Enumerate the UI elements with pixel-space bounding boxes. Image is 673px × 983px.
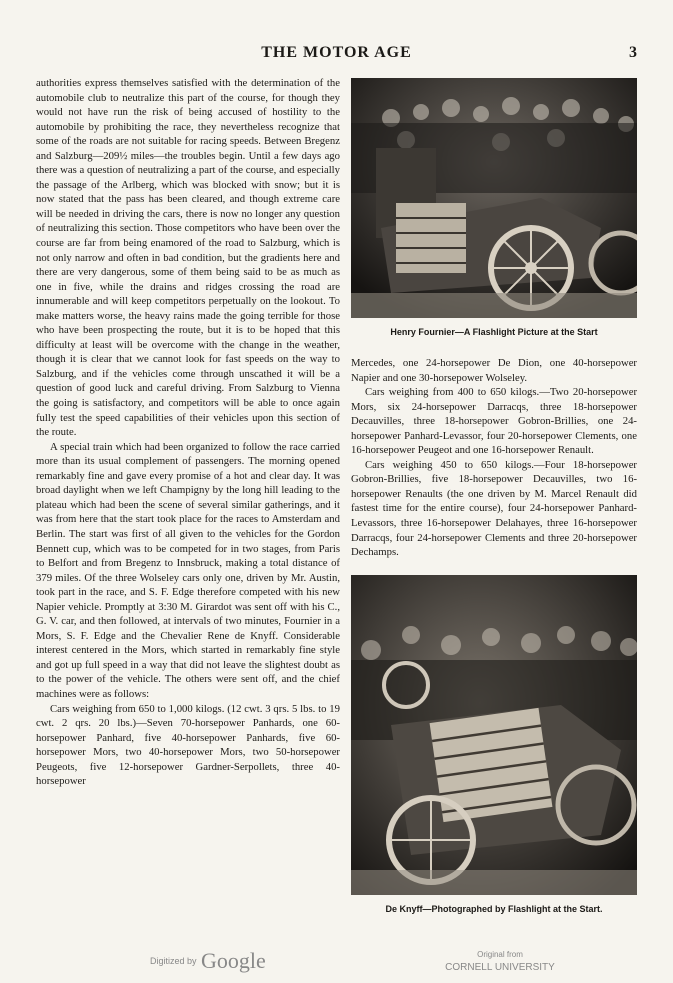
page-header — [0, 44, 673, 68]
photo-de-knyff — [351, 575, 637, 895]
paragraph: Cars weighing from 400 to 650 kilogs.—Two 20-horsepower Mors, six 24-horsepower Darracqs, three 18-horsepower Decauvilles, three 18-horsepower Gobron-Brillies, one 24-horsepower Panhard-Levassor, four 20-horsepower Clements, one 16-horsepower Peugeot and one 16-horsepower Renault. — [351, 386, 637, 457]
photo-fournier-caption: Henry Fournier—A Flashlight Picture at the Start — [390, 327, 598, 337]
google-logo: Google — [200, 948, 266, 973]
paragraph: authorities express themselves satisfied with the determination of the automobile club to neutralize this part of the course, for though they would not have run the risk of being accused of hostility to the automobile by prohibiting the race, they nevertheless recognize that some of the roads are not suitable for racing speeds. Between Bregenz and Salzburg—209½ miles—the troubles begin. Until a few days ago there was a question of neutralizing a part of the course, and especially the passage of the Arlberg, which was blocked with snow; but it is now stated that the pass has been cleared, and though extreme care will be needed in driving the cars, there is now no longer any question of neutralizing this section. Those competitors who have been over the course are far from being enamored of the road to Salzburg, which is not only narrow and often in bad condition, but the gradients here and there are very dangerous, some of them being said to be as much as one in five, while the drains and ridges crossing the road are innumerable and will keep competitors perpetually on the lookout. To make matters worse, the heavy rains made the going terrible for those who have been prospecting the route, but it is to be hoped that this difficulty at least will be overcome with the change in the weather, though it is clear that we cannot look for fast speeds on the way to Salzburg, and if the vehicles come through unscathed it will be a question of good luck and careful driving. From Salzburg to Vienna the going is satisfactory, and competitors will be able to once again fully test the speed capabilities of their vehicles upon this section of the route. — [36, 77, 340, 439]
google-watermark — [150, 948, 266, 974]
paragraph: Cars weighing 450 to 650 kilogs.—Four 18-horsepower Gobron-Brillies, five 18-horsepower Decauvilles, two 16-horsepower Renaults (the one driven by M. Marcel Renault did fastest time for the entire course), four 24-horsepower Panhard-Levassors, three 16-horsepower Delahayes, three 16-horsepower Darracqs, four 24-horsepower Clements and three 20-horsepower Dechamps. — [351, 458, 637, 559]
university-label: CORNELL UNIVERSITY — [445, 962, 555, 973]
cornell-watermark — [430, 948, 570, 974]
paragraph: A special train which had been organized to follow the race carried more than its usual complement of passengers. The morning opened remarkably fine and gave every promise of a hot and clear day. It was broad daylight when we left Champigny by the long hill leading to the plateau which had been the scene of several similar gatherings, and it was from here that the start took place for the races to Amsterdam and Berlin. The start was first of all given to the vehicles for the Gordon Bennett cup, which was to be competed for in two stages, from Paris to Belfort and from Bregenz to Innsbruck, making a total distance of 379 miles. Of the three Wolseley cars only one, driven by Mr. Austin, took part in the race, and S. F. Edge therefore competed with his new Napier vehicle. Promptly at 3:30 M. Girardot was sent off with his C., G. V. car, and then followed, at intervals of two minutes, Fournier in a Mors, S. F. Edge and the Chevalier Rene de Knyff. Considerable interest centered in the Mors, which started in remarkably fine style and got up full speed in a way that did not leave the slightest doubt as to the power of the vehicle. The others were sent off, and the chief machines were as follows: — [36, 440, 340, 700]
left-column-text — [36, 76, 340, 789]
photo-fournier — [351, 78, 637, 318]
photo-de-knyff-image — [351, 575, 637, 895]
paragraph: Mercedes, one 24-horsepower De Dion, one 40-horsepower Napier and one 30-horsepower Wolseley. — [351, 357, 637, 384]
photo-de-knyff-caption: De Knyff—Photographed by Flashlight at the Start. — [385, 904, 603, 914]
paragraph: Cars weighing from 650 to 1,000 kilogs. (12 cwt. 3 qrs. 5 lbs. to 19 cwt. 2 qrs. 20 lbs.)—Seven 70-horsepower Panhards, one 60-horsepower Panhard, five 40-horsepower Panhards, five 60-horsepower Mors, two 40-horsepower Mors, two 50-horsepower Peugeots, five 12-horsepower Gardner-Serpollets, three 40-horsepower — [36, 702, 340, 788]
photo-fournier-image — [351, 78, 637, 318]
right-column-text — [351, 356, 637, 560]
digitized-by-label: Digitized by — [150, 956, 197, 966]
page-title: THE MOTOR AGE — [261, 44, 412, 61]
original-from-label: Original from — [477, 950, 523, 959]
page-number: 3 — [629, 44, 637, 61]
